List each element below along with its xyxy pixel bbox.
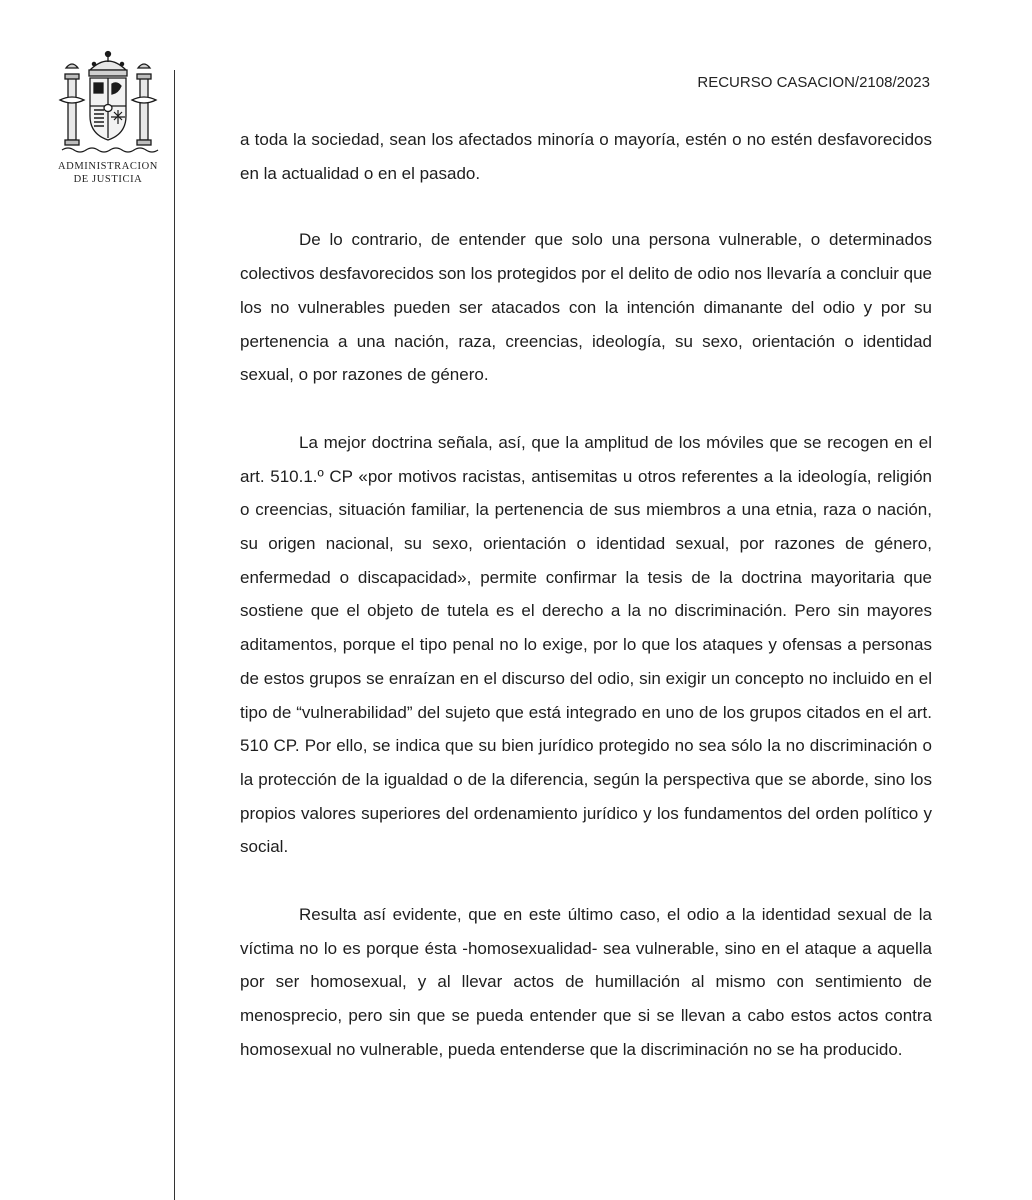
margin-rule xyxy=(174,70,175,1200)
paragraph: De lo contrario, de entender que solo una persona vulnerable, o determinados colectivos desfavorecidos son los protegidos por el delito de odio nos llevaría a concluir que los no vulnerables pueden ser atacados con la intención dimanante del odio y por su pertenencia a una nación, raza, creencias, ideología, su sexo, orientación o identidad sexual, o por razones de género. xyxy=(240,230,932,385)
paragraph-continuation: a toda la sociedad, sean los afectados minoría o mayoría, estén o no estén desfavorecidos en la actualidad o en el pasado. xyxy=(240,130,932,183)
document-body xyxy=(240,123,932,1067)
emblem-text-line-1: ADMINISTRACION xyxy=(58,161,158,172)
paragraph: La mejor doctrina señala, así, que la amplitud de los móviles que se recogen en el art. 510.1.º CP «por motivos racistas, antisemitas u otros referentes a la ideología, religión o creencias, situación familiar, la pertenencia de sus miembros a una etnia, raza o nación, su origen nacional, su sexo, orientación o identidad sexual, por razones de género, enfermedad o discapacidad», permite confirmar la tesis de la doctrina mayoritaria que sostiene que el objeto de tutela es el derecho a la no discriminación. Pero sin mayores aditamentos, porque el tipo penal no lo exige, por lo que los ataques y ofensas a personas de estos grupos se enraízan en el discurso del odio, sin exigir un concepto no incluido en el tipo de “vulnerabilidad” del sujeto que está integrado en uno de los grupos citados en el art. 510 CP. Por ello, se indica que su bien jurídico protegido no sea sólo la no discriminación o la protección de la igualdad o de la diferencia, según la perspectiva que se aborde, sino los propios valores superiores del ordenamiento jurídico y los fundamentos del orden político y social. xyxy=(240,432,932,857)
emblem-text-line-2: DE JUSTICIA xyxy=(73,174,143,185)
paragraph: Resulta así evidente, que en este último caso, el odio a la identidad sexual de la víctima no lo es porque ésta -homosexualidad- sea vulnerable, sino en el ataque a aquella por ser homosexual, y al llevar actos de humillación al mismo con sentimiento de menosprecio, pero sin que se pueda entender que si se llevan a cabo estos actos contra homosexual no vulnerable, pueda entenderse que la discriminación no se ha producido. xyxy=(240,905,932,1059)
case-reference: RECURSO CASACION/2108/2023 xyxy=(697,74,930,91)
court-emblem xyxy=(48,48,168,186)
coat-of-arms-icon xyxy=(52,48,164,160)
